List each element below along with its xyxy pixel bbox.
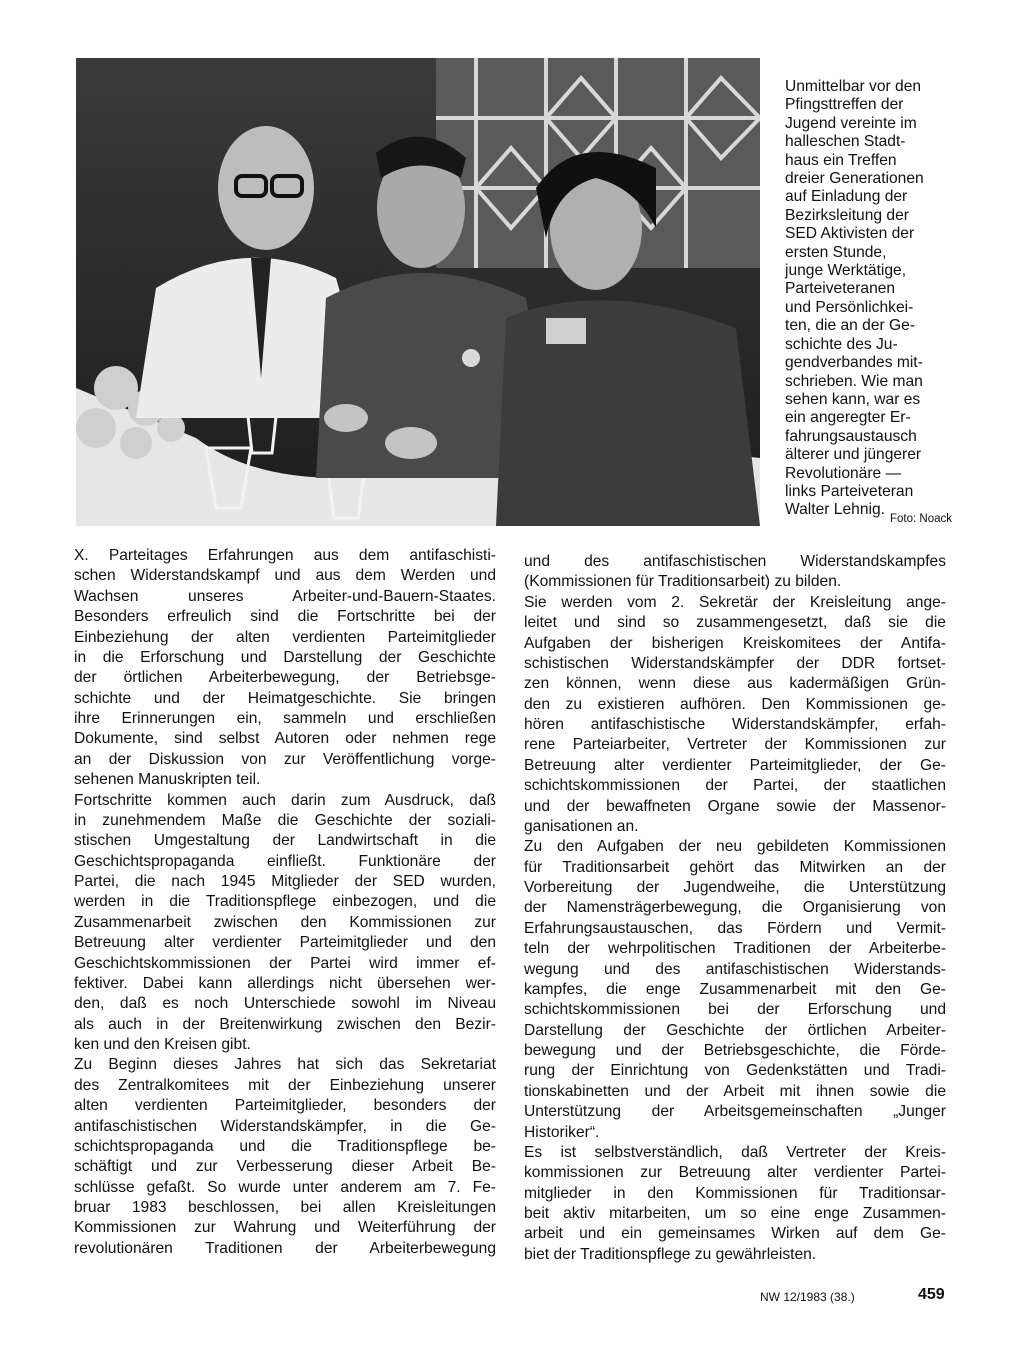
caption-line: ein angeregter Er-	[785, 409, 911, 427]
right-column-line: mitglieder in den Kommissionen für Traditionsar-	[524, 1184, 946, 1202]
caption-line: links Parteiveteran	[785, 482, 914, 500]
photo-icon	[76, 58, 760, 526]
right-text-column	[524, 552, 946, 1265]
left-column-line: stischen Umgestaltung der Landwirtschaft in die	[74, 832, 496, 850]
left-column-line: den, daß es noch Unterschiede sowohl im Niveau	[74, 995, 496, 1013]
left-column-line: Geschichtskommissionen der Partei wird immer ef-	[74, 954, 496, 972]
left-column-line: werden in die Traditionspflege einbezogen, und die	[74, 893, 496, 911]
left-column-line: schäftigt und zur Verbesserung dieser Arbeit Be-	[74, 1158, 496, 1176]
right-column-line: kampfes, die enge Zusammenarbeit mit den Ge-	[524, 980, 946, 998]
right-column-line: Historiker“.	[524, 1123, 600, 1141]
caption-line: schichte des Ju-	[785, 335, 898, 353]
caption-line: junge Werktätige,	[785, 262, 907, 280]
right-column-line: Vorbereitung der Jugendweihe, die Unterstützung	[524, 879, 946, 896]
caption-line: Pfingsttreffen der	[785, 96, 904, 114]
right-column-line: rene Parteiarbeiter, Vertreter der Kommissionen zur	[524, 736, 946, 754]
left-column-line: fektiver. Dabei kann allerdings nicht übersehen wer-	[74, 974, 496, 992]
left-column-line: schlüsse gefaßt. So wurde unter anderem am 7. Fe-	[74, 1178, 496, 1196]
left-column-line: alten verdienten Parteimitglieder, besonders der	[74, 1097, 496, 1115]
caption-line: Bezirksleitung der	[785, 206, 909, 224]
photo-credit: Foto: Noack	[890, 513, 952, 525]
right-column-line: Betreuung alter verdienter Parteimitglieder, der Ge-	[524, 756, 946, 774]
caption-line: SED Aktivisten der	[785, 225, 915, 243]
left-column-line: schichtspropaganda und die Traditionspflege be-	[74, 1137, 496, 1155]
left-column-line: Kommissionen zur Wahrung und Weiterführung der	[74, 1219, 496, 1237]
left-column-line: bruar 1983 beschlossen, bei allen Kreisleitungen	[74, 1199, 496, 1216]
left-column-line: antifaschistischen Widerstandskämpfer, in die Ge-	[74, 1117, 496, 1135]
caption-line: sehen kann, war es	[785, 390, 921, 408]
caption-line: fahrungsaustausch	[785, 427, 917, 445]
right-column-line: Unterstützung der Arbeitsgemeinschaften „Junger	[524, 1103, 946, 1121]
left-column-line: Einbeziehung der alten verdienten Parteimitglieder	[74, 628, 496, 646]
right-column-line: leitet und sind so zusammengesetzt, daß sie die	[524, 614, 946, 632]
right-column-line: und des antifaschistischen Widerstandskampfes	[524, 553, 946, 570]
left-column-line: revolutionären Traditionen der Arbeiterbewegung	[74, 1239, 496, 1257]
right-column-line: Zu den Aufgaben der neu gebildeten Kommissionen	[524, 838, 946, 856]
right-column-line: rung der Einrichtung von Gedenkstätten und Tradi-	[524, 1062, 946, 1080]
left-column-line: ihre Erinnerungen ein, sammeln und erschließen	[74, 710, 496, 727]
left-column-line: Partei, die nach 1945 Mitglieder der SED wurden,	[74, 873, 496, 890]
right-column-line: Es ist selbstverständlich, daß Vertreter der Kreis-	[524, 1143, 946, 1161]
page-number: 459	[918, 1286, 945, 1303]
right-column-line: ganisationen an.	[524, 817, 639, 835]
caption-line: gendverbandes mit-	[785, 354, 923, 372]
article-photo	[76, 58, 760, 526]
left-column-line: Zusammenarbeit zwischen den Kommissionen zur	[74, 913, 496, 931]
left-column-line: schichte und der Heimatgeschichte. Sie bringen	[74, 689, 496, 707]
left-column-line: Fortschritte kommen auch darin zum Ausdruck, daß	[74, 791, 496, 809]
right-column-line: tionskabinetten und der Arbeit mit ihnen sowie die	[524, 1082, 946, 1100]
left-column-line: des Zentralkomitees mit der Einbeziehung unserer	[74, 1076, 496, 1094]
right-column-line: biet der Traditionspflege zu gewährleisten.	[524, 1245, 817, 1263]
caption-line: Unmittelbar vor den	[785, 78, 922, 95]
right-column-line: den zu existieren aufhören. Den Kommissionen ge-	[524, 695, 946, 713]
caption-line: dreier Generationen	[785, 170, 924, 188]
right-column-line: zen können, wenn diese aus kadermäßigen Grün-	[524, 675, 946, 693]
left-column-line: als auch in der Breitenwirkung zwischen den Bezir-	[74, 1015, 496, 1033]
caption-line: Parteiveteranen	[785, 280, 896, 298]
right-column-line: arbeit und ein gemeinsames Wirken auf dem Ge-	[524, 1225, 946, 1243]
right-column-line: und der bewaffneten Organe sowie der Massenor-	[524, 797, 946, 815]
left-column-line: Zu Beginn dieses Jahres hat sich das Sekretariat	[74, 1056, 496, 1074]
right-column-line: kommissionen zur Betreuung alter verdienter Partei-	[524, 1164, 946, 1182]
left-column-line: der örtlichen Arbeiterbewegung, der Betriebsge-	[74, 669, 496, 687]
caption-line: und Persönlichkei-	[785, 298, 914, 316]
right-column-line: schichtskommissionen der Partei, der staatlichen	[524, 777, 946, 795]
left-column-line: Geschichtspropaganda einfließt. Funktionäre der	[74, 852, 496, 870]
caption-line: älterer und jüngerer	[785, 446, 922, 464]
left-column-line: an der Diskussion von zur Veröffentlichung vorge-	[74, 750, 496, 768]
left-column-line: in die Erforschung und Darstellung der Geschichte	[74, 648, 496, 666]
right-column-line: teln der wehrpolitischen Traditionen der Arbeiterbe-	[524, 940, 946, 958]
left-column-line: Betreuung alter verdienter Parteimitglieder und den	[74, 934, 496, 952]
left-column-line: ken und den Kreisen gibt.	[74, 1036, 251, 1053]
left-column-line: Dokumente, sind selbst Autoren oder nehmen rege	[74, 730, 496, 748]
journal-reference: NW 12/1983 (38.)	[760, 1290, 855, 1304]
caption-line: haus ein Treffen	[785, 151, 897, 169]
right-column-line: der Namensträgerbewegung, die Organisierung von	[524, 899, 946, 917]
caption-line: Revolutionäre —	[785, 464, 902, 482]
caption-line: ersten Stunde,	[785, 243, 887, 261]
right-column-line: Aufgaben der bisherigen Kreiskomitees der Antifa-	[524, 634, 946, 652]
right-column-line: Sie werden vom 2. Sekretär der Kreisleitung ange-	[524, 593, 946, 611]
caption-line: Jugend vereinte im	[785, 114, 917, 132]
left-column-line: schen Widerstandskampf und aus dem Werden und	[74, 567, 496, 585]
left-column-line: in zunehmendem Maße die Geschichte der soziali-	[74, 811, 496, 829]
right-column-line: hören antifaschistische Widerstandskämpfer, erfah-	[524, 716, 946, 733]
right-column-line: Darstellung der Geschichte der örtlichen Arbeiter-	[524, 1021, 946, 1039]
left-column-line: X. Parteitages Erfahrungen aus dem antifaschisti-	[74, 547, 496, 564]
right-column-line: schichtskommissionen bei der Erforschung und	[524, 1001, 946, 1019]
caption-line: ten, die an der Ge-	[785, 317, 916, 335]
caption-line: Walter Lehnig.	[785, 501, 885, 519]
right-column-line: wegung und des antifaschistischen Widerstands-	[524, 960, 946, 978]
right-column-line: Erfahrungsaustauschen, das Fördern und Vermit-	[524, 919, 946, 937]
left-column-line: Wachsen unseres Arbeiter-und-Bauern-Staates.	[74, 587, 496, 605]
right-column-line: (Kommissionen für Traditionsarbeit) zu bilden.	[524, 573, 842, 591]
photo-caption	[785, 78, 955, 520]
right-column-line: bewegung und der Betriebsgeschichte, die Förde-	[524, 1042, 946, 1059]
left-column-line: Besonders erfreulich sind die Fortschritte bei der	[74, 608, 496, 626]
right-column-line: schistischen Widerstandskämpfer der DDR fortset-	[524, 654, 946, 672]
left-text-column	[74, 546, 496, 1259]
caption-line: halleschen Stadt-	[785, 133, 906, 151]
right-column-line: für Traditionsarbeit gehört das Mitwirken an der	[524, 858, 946, 876]
left-column-line: sehenen Manuskripten teil.	[74, 771, 261, 789]
caption-line: schrieben. Wie man	[785, 372, 923, 390]
right-column-line: beit aktiv mitarbeiten, um so eine enge Zusammen-	[524, 1205, 946, 1222]
caption-line: auf Einladung der	[785, 188, 908, 206]
